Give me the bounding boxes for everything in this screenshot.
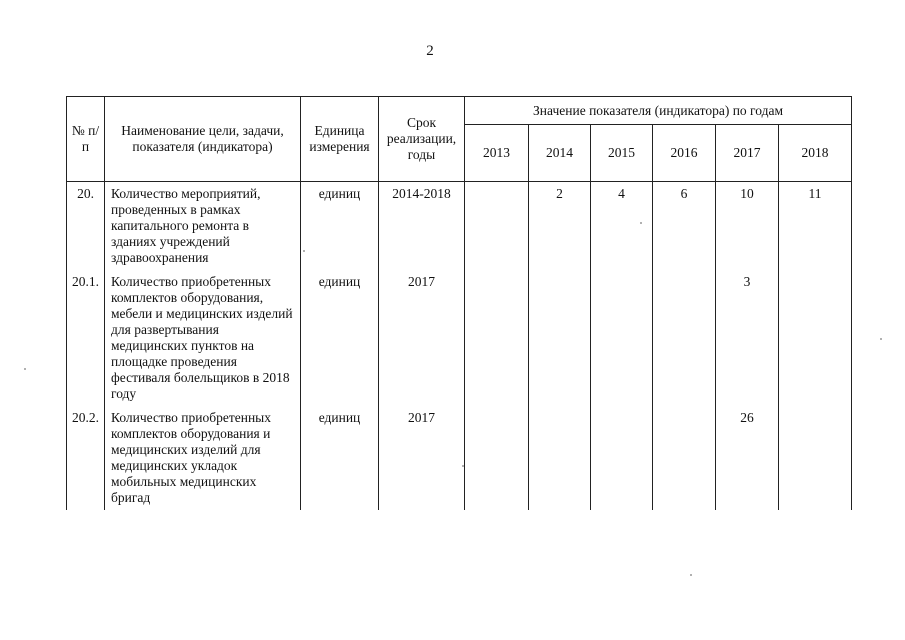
row-num: 20.2.	[67, 406, 105, 510]
header-term: Срок реализации, годы	[379, 97, 465, 182]
row-num: 20.	[67, 182, 105, 271]
table-row	[67, 406, 852, 510]
header-year: 2016	[653, 125, 716, 182]
row-unit: единиц	[301, 270, 379, 406]
scan-speck	[303, 250, 305, 252]
row-value-2014	[529, 270, 591, 406]
table-row	[67, 182, 852, 271]
header-name: Наименование цели, задачи, показателя (индикатора)	[105, 97, 301, 182]
row-value-2017: 3	[716, 270, 779, 406]
row-name: Количество мероприятий, проведенных в рамках капитального ремонта в зданиях учреждений здравоохранения	[105, 182, 301, 271]
row-value-2015: 4	[591, 182, 653, 271]
header-year: 2017	[716, 125, 779, 182]
header-year: 2018	[779, 125, 852, 182]
row-value-2016	[653, 406, 716, 510]
row-value-2014	[529, 406, 591, 510]
row-unit: единиц	[301, 182, 379, 271]
indicators-table	[66, 96, 852, 510]
row-term: 2017	[379, 406, 465, 510]
header-num: № п/п	[67, 97, 105, 182]
scan-speck	[640, 222, 642, 224]
header-year: 2013	[465, 125, 529, 182]
row-value-2013	[465, 270, 529, 406]
table-body	[67, 182, 852, 511]
row-value-2016	[653, 270, 716, 406]
scan-speck	[24, 368, 26, 370]
row-term: 2014-2018	[379, 182, 465, 271]
row-num: 20.1.	[67, 270, 105, 406]
row-value-2017: 10	[716, 182, 779, 271]
row-value-2018	[779, 270, 852, 406]
row-value-2017: 26	[716, 406, 779, 510]
row-value-2014: 2	[529, 182, 591, 271]
row-name: Количество приобретенных комплектов оборудования, мебели и медицинских изделий для развертывания медицинских пунктов на площадке проведения фестиваля болельщиков в 2018 году	[105, 270, 301, 406]
table-header	[67, 97, 852, 182]
scan-speck	[462, 465, 464, 467]
row-value-2015	[591, 406, 653, 510]
table-row	[67, 270, 852, 406]
header-year: 2015	[591, 125, 653, 182]
page-number: 2	[426, 43, 434, 59]
row-term: 2017	[379, 270, 465, 406]
row-value-2016: 6	[653, 182, 716, 271]
row-value-2018	[779, 406, 852, 510]
scan-speck	[690, 574, 692, 576]
row-unit: единиц	[301, 406, 379, 510]
row-value-2013	[465, 182, 529, 271]
row-name: Количество приобретенных комплектов оборудования и медицинских изделий для медицинских укладок мобильных медицинских бригад	[105, 406, 301, 510]
row-value-2013	[465, 406, 529, 510]
row-value-2018: 11	[779, 182, 852, 271]
header-values-group: Значение показателя (индикатора) по годам	[465, 97, 852, 125]
scan-speck	[880, 338, 882, 340]
row-value-2015	[591, 270, 653, 406]
header-year: 2014	[529, 125, 591, 182]
header-unit: Единица измерения	[301, 97, 379, 182]
